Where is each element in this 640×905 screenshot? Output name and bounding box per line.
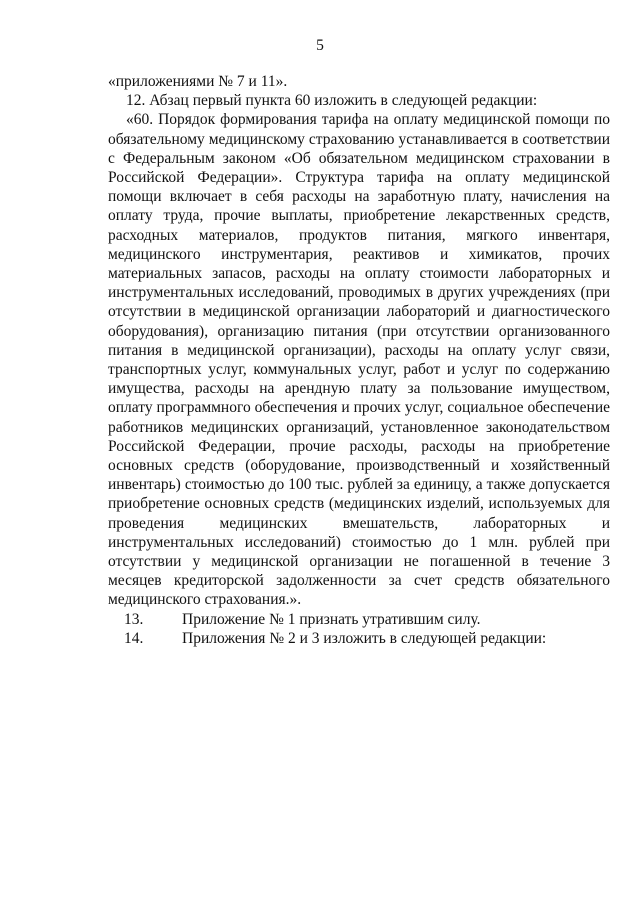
continuation-line: «приложениями № 7 и 11». [108,73,288,90]
item-number: 13. [124,610,144,628]
item-number: 14. [124,629,144,647]
item-13 [108,610,610,629]
paragraph-60: «60. Порядок формирования тарифа на оплату медицинской помощи по обязательному медицинскому страхованию устанавливается в соответствии с Федеральным законом «Об обязательном медицинском страховании в Российской Федерации». Структура тарифа на оплату медицинской помощи включает в себя расходы на заработную плату, начисления на оплату труда, прочие выплаты, приобретение лекарственных средств, расходных материалов, продуктов питания, мягкого инвентаря, медицинского инструментария, реактивов и химикатов, прочих материальных запасов, расходы на оплату стоимости лабораторных и инструментальных исследований, проводимых в других учреждениях (при отсутствии в медицинской организации лабораторий и диагностического оборудования), организацию питания (при отсутствии организованного питания в медицинской организации), расходы на оплату услуг связи, транспортных услуг, коммунальных услуг, работ и услуг по содержанию имущества, расходы на арендную плату за пользование имуществом, оплату программного обеспечения и прочих услуг, социальное обеспечение работников медицинских организаций, установленное законодательством Российской Федерации, прочие расходы, расходы на приобретение основных средств (оборудование, производственный и хозяйственный инвентарь) стоимостью до 100 тыс. рублей за единицу, а также допускается приобретение основных средств (медицинских изделий, используемых для проведения медицинских вмешательств, лабораторных и инструментальных исследований) стоимостью до 1 млн. рублей при отсутствии у медицинской организации не погашенной в течение 3 месяцев кредиторской задолженности за счет средств обязательного медицинского страхования.». [108,111,610,609]
item-12: 12. Абзац первый пункта 60 изложить в следующей редакции: [126,92,538,110]
item-14 [108,629,610,648]
item-text: Приложение № 1 признать утратившим силу. [182,610,481,628]
item-text: Приложения № 2 и 3 изложить в следующей редакции: [182,629,547,647]
page-number: 5 [316,37,324,54]
document-body [108,72,610,648]
